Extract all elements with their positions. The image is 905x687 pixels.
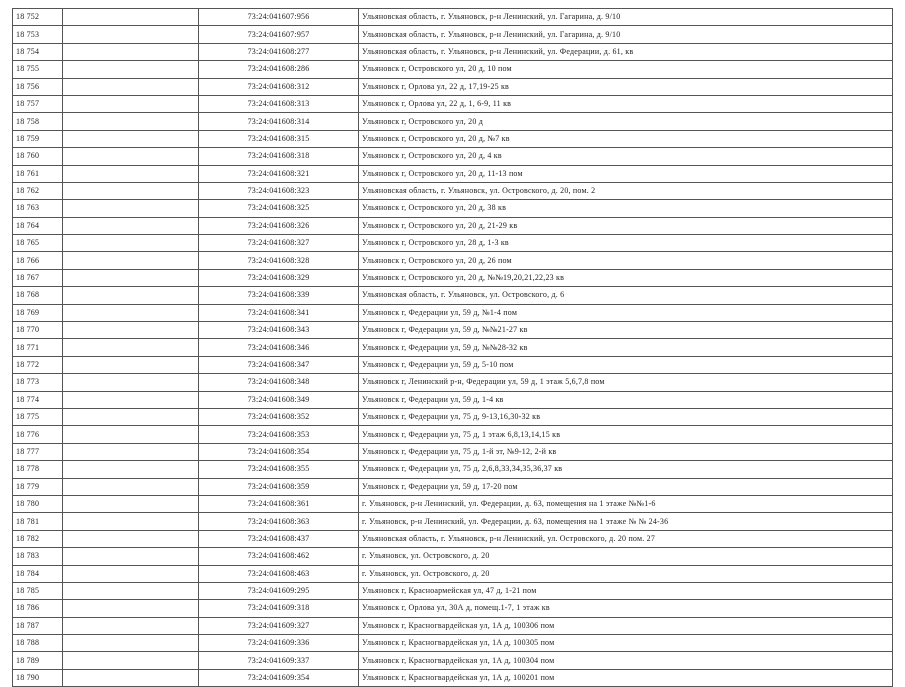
table-row [13, 374, 893, 391]
cadastral-number-cell: 73:24:041608:355 [199, 461, 359, 478]
empty-cell [63, 652, 199, 669]
empty-cell [63, 200, 199, 217]
cadastral-number-cell: 73:24:041608:346 [199, 339, 359, 356]
row-number-cell: 18 777 [13, 443, 63, 460]
empty-cell [63, 95, 199, 112]
cadastral-number-cell: 73:24:041607:956 [199, 9, 359, 26]
row-number-cell: 18 776 [13, 426, 63, 443]
address-cell: Ульяновск г, Островского ул, 20 д, 11-13 пом [359, 165, 893, 182]
row-number-cell: 18 768 [13, 287, 63, 304]
table-row [13, 322, 893, 339]
empty-cell [63, 617, 199, 634]
address-cell: г. Ульяновск, ул. Островского, д. 20 [359, 565, 893, 582]
cadastral-number-cell: 73:24:041608:437 [199, 530, 359, 547]
row-number-cell: 18 789 [13, 652, 63, 669]
table-row [13, 356, 893, 373]
cadastral-number-cell: 73:24:041608:328 [199, 252, 359, 269]
empty-cell [63, 356, 199, 373]
row-number-cell: 18 782 [13, 530, 63, 547]
table-row [13, 95, 893, 112]
address-cell: Ульяновск г, Орлова ул, 22 д, 17,19-25 кв [359, 78, 893, 95]
address-cell: Ульяновск г, Островского ул, 20 д, №№19,20,21,22,23 кв [359, 269, 893, 286]
table-row [13, 565, 893, 582]
cadastral-number-cell: 73:24:041608:321 [199, 165, 359, 182]
empty-cell [63, 287, 199, 304]
row-number-cell: 18 781 [13, 513, 63, 530]
row-number-cell: 18 758 [13, 113, 63, 130]
table-row [13, 582, 893, 599]
table-row [13, 635, 893, 652]
row-number-cell: 18 757 [13, 95, 63, 112]
table-row [13, 617, 893, 634]
address-cell: г. Ульяновск, р-н Ленинский, ул. Федерации, д. 63, помещения на 1 этаже №№1-6 [359, 495, 893, 512]
cadastral-number-cell: 73:24:041608:339 [199, 287, 359, 304]
empty-cell [63, 548, 199, 565]
address-cell: Ульяновск г, Красногвардейская ул, 1А д, 100305 пом [359, 635, 893, 652]
address-cell: Ульяновск г, Федерации ул, 75 д, 1-й эт, №9-12, 2-й кв [359, 443, 893, 460]
row-number-cell: 18 783 [13, 548, 63, 565]
empty-cell [63, 374, 199, 391]
empty-cell [63, 669, 199, 686]
empty-cell [63, 217, 199, 234]
table-row [13, 304, 893, 321]
address-cell: Ульяновск г, Островского ул, 20 д, 10 пом [359, 61, 893, 78]
cadastral-number-cell: 73:24:041608:361 [199, 495, 359, 512]
table-row [13, 165, 893, 182]
empty-cell [63, 9, 199, 26]
empty-cell [63, 530, 199, 547]
empty-cell [63, 113, 199, 130]
address-cell: г. Ульяновск, р-н Ленинский, ул. Федерации, д. 63, помещения на 1 этаже № № 24-36 [359, 513, 893, 530]
cadastral-number-cell: 73:24:041608:326 [199, 217, 359, 234]
cadastral-number-cell: 73:24:041608:312 [199, 78, 359, 95]
empty-cell [63, 43, 199, 60]
empty-cell [63, 322, 199, 339]
address-cell: Ульяновск г, Ленинский р-н, Федерации ул, 59 д, 1 этаж 5,6,7,8 пом [359, 374, 893, 391]
address-cell: Ульяновск г, Орлова ул, 22 д, 1, 6-9, 11 кв [359, 95, 893, 112]
row-number-cell: 18 775 [13, 408, 63, 425]
empty-cell [63, 426, 199, 443]
table-row [13, 391, 893, 408]
row-number-cell: 18 769 [13, 304, 63, 321]
empty-cell [63, 130, 199, 147]
address-cell: Ульяновск г, Красногвардейская ул, 1А д, 100304 пом [359, 652, 893, 669]
row-number-cell: 18 766 [13, 252, 63, 269]
table-row [13, 652, 893, 669]
address-cell: Ульяновск г, Федерации ул, 59 д, 1-4 кв [359, 391, 893, 408]
table-row [13, 426, 893, 443]
cadastral-table [12, 8, 893, 687]
table-row [13, 443, 893, 460]
address-cell: Ульяновск г, Федерации ул, 75 д, 1 этаж 6,8,13,14,15 кв [359, 426, 893, 443]
table-row [13, 26, 893, 43]
table-row [13, 61, 893, 78]
cadastral-number-cell: 73:24:041608:343 [199, 322, 359, 339]
address-cell: г. Ульяновск, ул. Островского, д. 20 [359, 548, 893, 565]
row-number-cell: 18 763 [13, 200, 63, 217]
cadastral-number-cell: 73:24:041609:337 [199, 652, 359, 669]
table-row [13, 287, 893, 304]
empty-cell [63, 600, 199, 617]
cadastral-number-cell: 73:24:041608:359 [199, 478, 359, 495]
cadastral-number-cell: 73:24:041608:462 [199, 548, 359, 565]
address-cell: Ульяновск г, Красноармейская ул, 47 д, 1-21 пом [359, 582, 893, 599]
cadastral-number-cell: 73:24:041608:349 [199, 391, 359, 408]
cadastral-number-cell: 73:24:041608:341 [199, 304, 359, 321]
table-body [13, 9, 893, 687]
empty-cell [63, 26, 199, 43]
row-number-cell: 18 778 [13, 461, 63, 478]
address-cell: Ульяновск г, Федерации ул, 59 д, №1-4 пом [359, 304, 893, 321]
table-row [13, 495, 893, 512]
empty-cell [63, 513, 199, 530]
table-row [13, 217, 893, 234]
empty-cell [63, 582, 199, 599]
cadastral-number-cell: 73:24:041608:323 [199, 182, 359, 199]
row-number-cell: 18 754 [13, 43, 63, 60]
address-cell: Ульяновск г, Островского ул, 20 д [359, 113, 893, 130]
cadastral-number-cell: 73:24:041608:327 [199, 235, 359, 252]
row-number-cell: 18 779 [13, 478, 63, 495]
address-cell: Ульяновская область, г. Ульяновск, ул. Островского, д. 20, пом. 2 [359, 182, 893, 199]
row-number-cell: 18 764 [13, 217, 63, 234]
empty-cell [63, 391, 199, 408]
cadastral-number-cell: 73:24:041607:957 [199, 26, 359, 43]
table-row [13, 530, 893, 547]
address-cell: Ульяновск г, Красногвардейская ул, 1А д, 100201 пом [359, 669, 893, 686]
row-number-cell: 18 784 [13, 565, 63, 582]
address-cell: Ульяновск г, Островского ул, 20 д, 21-29 кв [359, 217, 893, 234]
cadastral-number-cell: 73:24:041609:354 [199, 669, 359, 686]
cadastral-number-cell: 73:24:041609:318 [199, 600, 359, 617]
address-cell: Ульяновск г, Федерации ул, 59 д, 17-20 пом [359, 478, 893, 495]
address-cell: Ульяновск г, Островского ул, 20 д, 38 кв [359, 200, 893, 217]
row-number-cell: 18 788 [13, 635, 63, 652]
empty-cell [63, 235, 199, 252]
table-row [13, 9, 893, 26]
table-row [13, 200, 893, 217]
row-number-cell: 18 753 [13, 26, 63, 43]
row-number-cell: 18 767 [13, 269, 63, 286]
table-row [13, 269, 893, 286]
table-row [13, 130, 893, 147]
cadastral-number-cell: 73:24:041609:336 [199, 635, 359, 652]
row-number-cell: 18 755 [13, 61, 63, 78]
table-row [13, 478, 893, 495]
cadastral-number-cell: 73:24:041608:314 [199, 113, 359, 130]
row-number-cell: 18 756 [13, 78, 63, 95]
empty-cell [63, 148, 199, 165]
cadastral-number-cell: 73:24:041608:315 [199, 130, 359, 147]
empty-cell [63, 252, 199, 269]
address-cell: Ульяновск г, Островского ул, 28 д, 1-3 кв [359, 235, 893, 252]
cadastral-number-cell: 73:24:041608:277 [199, 43, 359, 60]
address-cell: Ульяновск г, Федерации ул, 59 д, №№21-27 кв [359, 322, 893, 339]
table-row [13, 113, 893, 130]
address-cell: Ульяновск г, Федерации ул, 59 д, 5-10 пом [359, 356, 893, 373]
cadastral-number-cell: 73:24:041608:354 [199, 443, 359, 460]
table-row [13, 148, 893, 165]
empty-cell [63, 478, 199, 495]
row-number-cell: 18 762 [13, 182, 63, 199]
address-cell: Ульяновская область, г. Ульяновск, р-н Ленинский, ул. Островского, д. 20 пом. 27 [359, 530, 893, 547]
empty-cell [63, 565, 199, 582]
row-number-cell: 18 765 [13, 235, 63, 252]
table-row [13, 408, 893, 425]
row-number-cell: 18 759 [13, 130, 63, 147]
empty-cell [63, 635, 199, 652]
cadastral-number-cell: 73:24:041608:318 [199, 148, 359, 165]
empty-cell [63, 408, 199, 425]
empty-cell [63, 304, 199, 321]
table-row [13, 600, 893, 617]
empty-cell [63, 182, 199, 199]
cadastral-number-cell: 73:24:041608:363 [199, 513, 359, 530]
cadastral-number-cell: 73:24:041608:286 [199, 61, 359, 78]
row-number-cell: 18 785 [13, 582, 63, 599]
cadastral-number-cell: 73:24:041608:329 [199, 269, 359, 286]
cadastral-number-cell: 73:24:041608:347 [199, 356, 359, 373]
address-cell: Ульяновск г, Островского ул, 20 д, 26 пом [359, 252, 893, 269]
table-row [13, 78, 893, 95]
row-number-cell: 18 773 [13, 374, 63, 391]
address-cell: Ульяновск г, Островского ул, 20 д, 4 кв [359, 148, 893, 165]
table-row [13, 339, 893, 356]
table-row [13, 43, 893, 60]
row-number-cell: 18 774 [13, 391, 63, 408]
address-cell: Ульяновская область, г. Ульяновск, р-н Ленинский, ул. Гагарина, д. 9/10 [359, 26, 893, 43]
table-row [13, 182, 893, 199]
empty-cell [63, 443, 199, 460]
cadastral-number-cell: 73:24:041609:327 [199, 617, 359, 634]
table-row [13, 548, 893, 565]
row-number-cell: 18 790 [13, 669, 63, 686]
row-number-cell: 18 760 [13, 148, 63, 165]
address-cell: Ульяновск г, Федерации ул, 75 д, 2,6,8,33,34,35,36,37 кв [359, 461, 893, 478]
row-number-cell: 18 787 [13, 617, 63, 634]
row-number-cell: 18 761 [13, 165, 63, 182]
table-row [13, 252, 893, 269]
table-row [13, 461, 893, 478]
cadastral-number-cell: 73:24:041608:463 [199, 565, 359, 582]
address-cell: Ульяновская область, г. Ульяновск, р-н Ленинский, ул. Федерации, д. 61, кв [359, 43, 893, 60]
empty-cell [63, 461, 199, 478]
table-row [13, 513, 893, 530]
row-number-cell: 18 786 [13, 600, 63, 617]
row-number-cell: 18 780 [13, 495, 63, 512]
address-cell: Ульяновск г, Орлова ул, 30А д, помещ.1-7, 1 этаж кв [359, 600, 893, 617]
row-number-cell: 18 770 [13, 322, 63, 339]
cadastral-number-cell: 73:24:041608:352 [199, 408, 359, 425]
address-cell: Ульяновск г, Островского ул, 20 д, №7 кв [359, 130, 893, 147]
address-cell: Ульяновск г, Федерации ул, 75 д, 9-13,16,30-32 кв [359, 408, 893, 425]
table-row [13, 669, 893, 686]
cadastral-number-cell: 73:24:041608:348 [199, 374, 359, 391]
address-cell: Ульяновская область, г. Ульяновск, р-н Ленинский, ул. Гагарина, д. 9/10 [359, 9, 893, 26]
empty-cell [63, 61, 199, 78]
cadastral-number-cell: 73:24:041608:313 [199, 95, 359, 112]
address-cell: Ульяновск г, Федерации ул, 59 д, №№28-32 кв [359, 339, 893, 356]
address-cell: Ульяновск г, Красногвардейская ул, 1А д, 100306 пом [359, 617, 893, 634]
empty-cell [63, 269, 199, 286]
row-number-cell: 18 772 [13, 356, 63, 373]
cadastral-number-cell: 73:24:041609:295 [199, 582, 359, 599]
empty-cell [63, 339, 199, 356]
row-number-cell: 18 771 [13, 339, 63, 356]
table-row [13, 235, 893, 252]
empty-cell [63, 165, 199, 182]
row-number-cell: 18 752 [13, 9, 63, 26]
cadastral-number-cell: 73:24:041608:325 [199, 200, 359, 217]
empty-cell [63, 78, 199, 95]
cadastral-number-cell: 73:24:041608:353 [199, 426, 359, 443]
empty-cell [63, 495, 199, 512]
address-cell: Ульяновская область, г. Ульяновск, ул. Островского, д. 6 [359, 287, 893, 304]
